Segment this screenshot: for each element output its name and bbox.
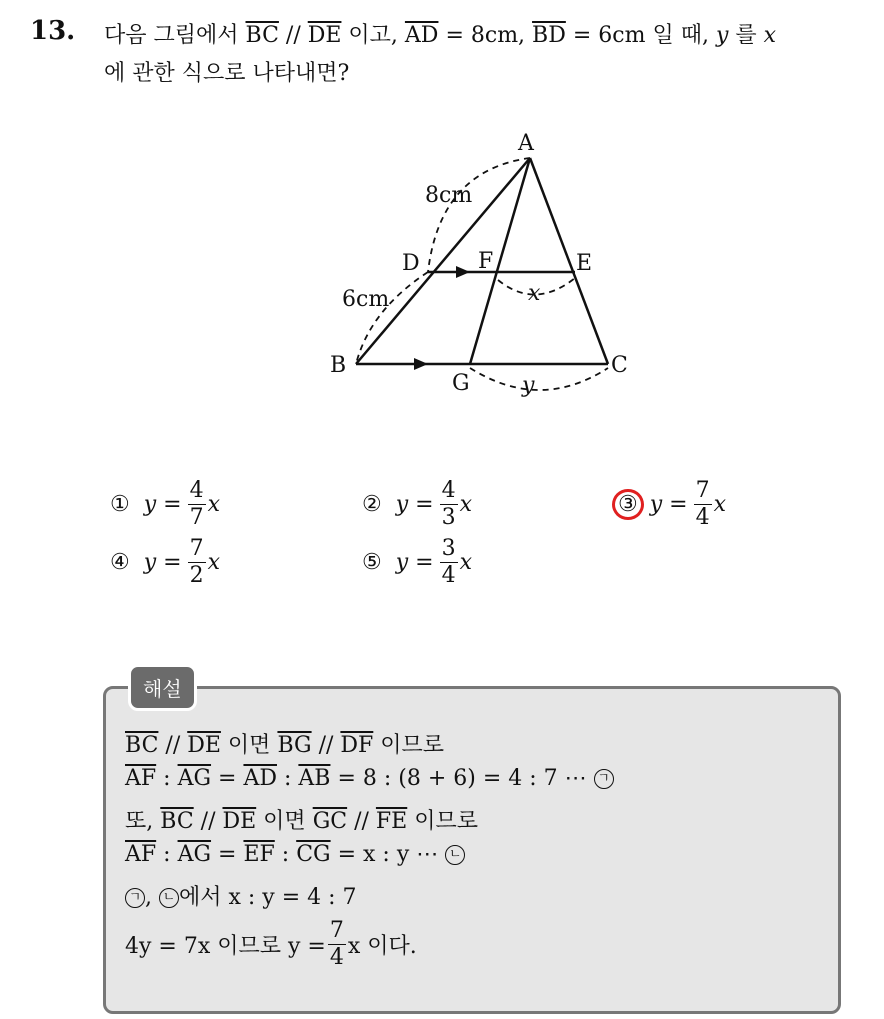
question-number: 13. [30,16,76,46]
label-a: A [518,131,534,156]
sol-text: 이므로 [407,809,478,834]
option-2[interactable] [362,480,472,529]
segment: $\overline{BC}$ [125,733,159,758]
numerator: 4 [189,478,204,503]
option-lhs: y = [649,492,688,517]
label-b: B [330,353,347,378]
question-text-line1 [104,18,776,49]
parallel-symbol: // [347,809,376,834]
sol-text: 이면 [220,733,278,758]
segment: $\overline{AF}$ [125,842,157,867]
parallel-symbol: // [193,809,223,834]
segment: $\overline{BG}$ [277,733,312,758]
segment: $\overline{DE}$ [222,809,257,834]
label-g: G [452,371,470,396]
segment: $\overline{FE}$ [375,809,408,834]
fraction [440,480,458,529]
segment: $\overline{GC}$ [312,809,348,834]
segment: $\overline{AG}$ [177,766,212,791]
sol-text: 이므로 [373,733,445,758]
numerator: 4 [441,478,456,503]
sol-text: 에서 x : y = 4 : 7 [179,885,357,910]
option-3[interactable] [612,480,726,529]
option-5[interactable] [362,538,472,587]
denominator: 4 [695,505,710,530]
option-1[interactable] [110,480,220,529]
arrow-de [456,266,470,278]
fraction [328,920,346,969]
option-number: ⑤ [362,550,382,575]
q-text: = 6cm 일 때, [565,23,716,48]
option-number: ① [110,492,130,517]
sol-text: = [211,842,244,867]
option-lhs: y = [395,550,434,575]
segment: $\overline{DE}$ [187,733,221,758]
sol-text: : [156,766,178,791]
option-lhs: y = [395,492,434,517]
solution-line-5 [125,880,357,911]
option-var: x [459,550,473,575]
sol-text: : [156,842,178,867]
sol-text: : [276,766,299,791]
sol-text: x 이다. [347,934,417,959]
segment-de: $\overline{DE}$ [307,23,342,48]
segment: $\overline{AG}$ [177,842,212,867]
sol-text: = 8 : (8 + 6) = 4 : 7 ⋯ [330,766,587,791]
var-y-label: y [522,373,535,398]
parallel-symbol: // [278,23,308,48]
var-y: y [715,23,729,48]
sol-text: , [145,885,159,910]
segment-bd: $\overline{BD}$ [532,23,566,48]
fraction [694,480,712,529]
segment: $\overline{DF}$ [340,733,374,758]
solution-line-1 [125,728,444,759]
label-d: D [402,251,420,276]
option-4[interactable] [110,538,220,587]
option-number: ③ [612,489,644,520]
q-text: 다음 그림에서 [104,23,246,48]
sol-text: 4y = 7x 이므로 y = [125,934,326,959]
numerator: 7 [189,536,204,561]
denominator: 7 [189,505,204,530]
solution-line-3 [125,804,478,835]
var-x-label: x [528,281,541,306]
q-text: = 8cm, [438,23,533,48]
option-number: ④ [110,550,130,575]
fraction [188,538,206,587]
segment: $\overline{BC}$ [160,809,194,834]
option-lhs: y = [143,550,182,575]
fraction [440,538,458,587]
sol-text: = x : y ⋯ [330,842,439,867]
solution-line-2 [125,766,614,791]
option-var: x [459,492,473,517]
segment: $\overline{AF}$ [125,766,157,791]
circled-mark: ㄱ [594,769,614,789]
numerator: 3 [441,536,456,561]
segment: $\overline{EF}$ [243,842,275,867]
segment: $\overline{AD}$ [243,766,277,791]
circled-mark: ㄴ [159,888,179,908]
var-x: x [763,23,777,48]
solution-line-4 [125,842,465,867]
numerator: 7 [329,918,344,943]
option-lhs: y = [143,492,182,517]
label-c: C [611,353,628,378]
q-text: 를 [728,23,764,48]
segment: $\overline{AB}$ [298,766,331,791]
circled-mark: ㄴ [445,845,465,865]
option-number: ② [362,492,382,517]
solution-line-6 [125,920,417,969]
length-bd: 6cm [342,287,390,312]
sol-text: 이면 [256,809,313,834]
parallel-symbol: // [311,733,341,758]
triangle-diagram [320,120,640,410]
option-var: x [207,492,221,517]
parallel-symbol: // [158,733,188,758]
arrow-bc [414,358,428,370]
q-text: 이고, [341,23,405,48]
sol-text: 또, [125,809,161,834]
dashed-arc-y [470,368,608,390]
denominator: 4 [441,563,456,588]
length-ad: 8cm [425,183,473,208]
circled-mark: ㄱ [125,888,145,908]
side-ac [530,158,608,364]
segment: $\overline{CG}$ [296,842,331,867]
denominator: 2 [189,563,204,588]
label-f: F [478,249,494,274]
denominator: 4 [329,945,344,970]
label-e: E [576,251,593,276]
option-var: x [207,550,221,575]
question-text-line2: 에 관한 식으로 나타내면? [104,61,350,86]
segment-ad: $\overline{AD}$ [404,23,439,48]
denominator: 3 [441,505,456,530]
sol-text: : [274,842,297,867]
sol-text: = [211,766,244,791]
solution-tag: 해설 [128,664,197,711]
numerator: 7 [695,478,710,503]
option-var: x [713,492,727,517]
segment-bc: $\overline{BC}$ [245,23,279,48]
fraction [188,480,206,529]
